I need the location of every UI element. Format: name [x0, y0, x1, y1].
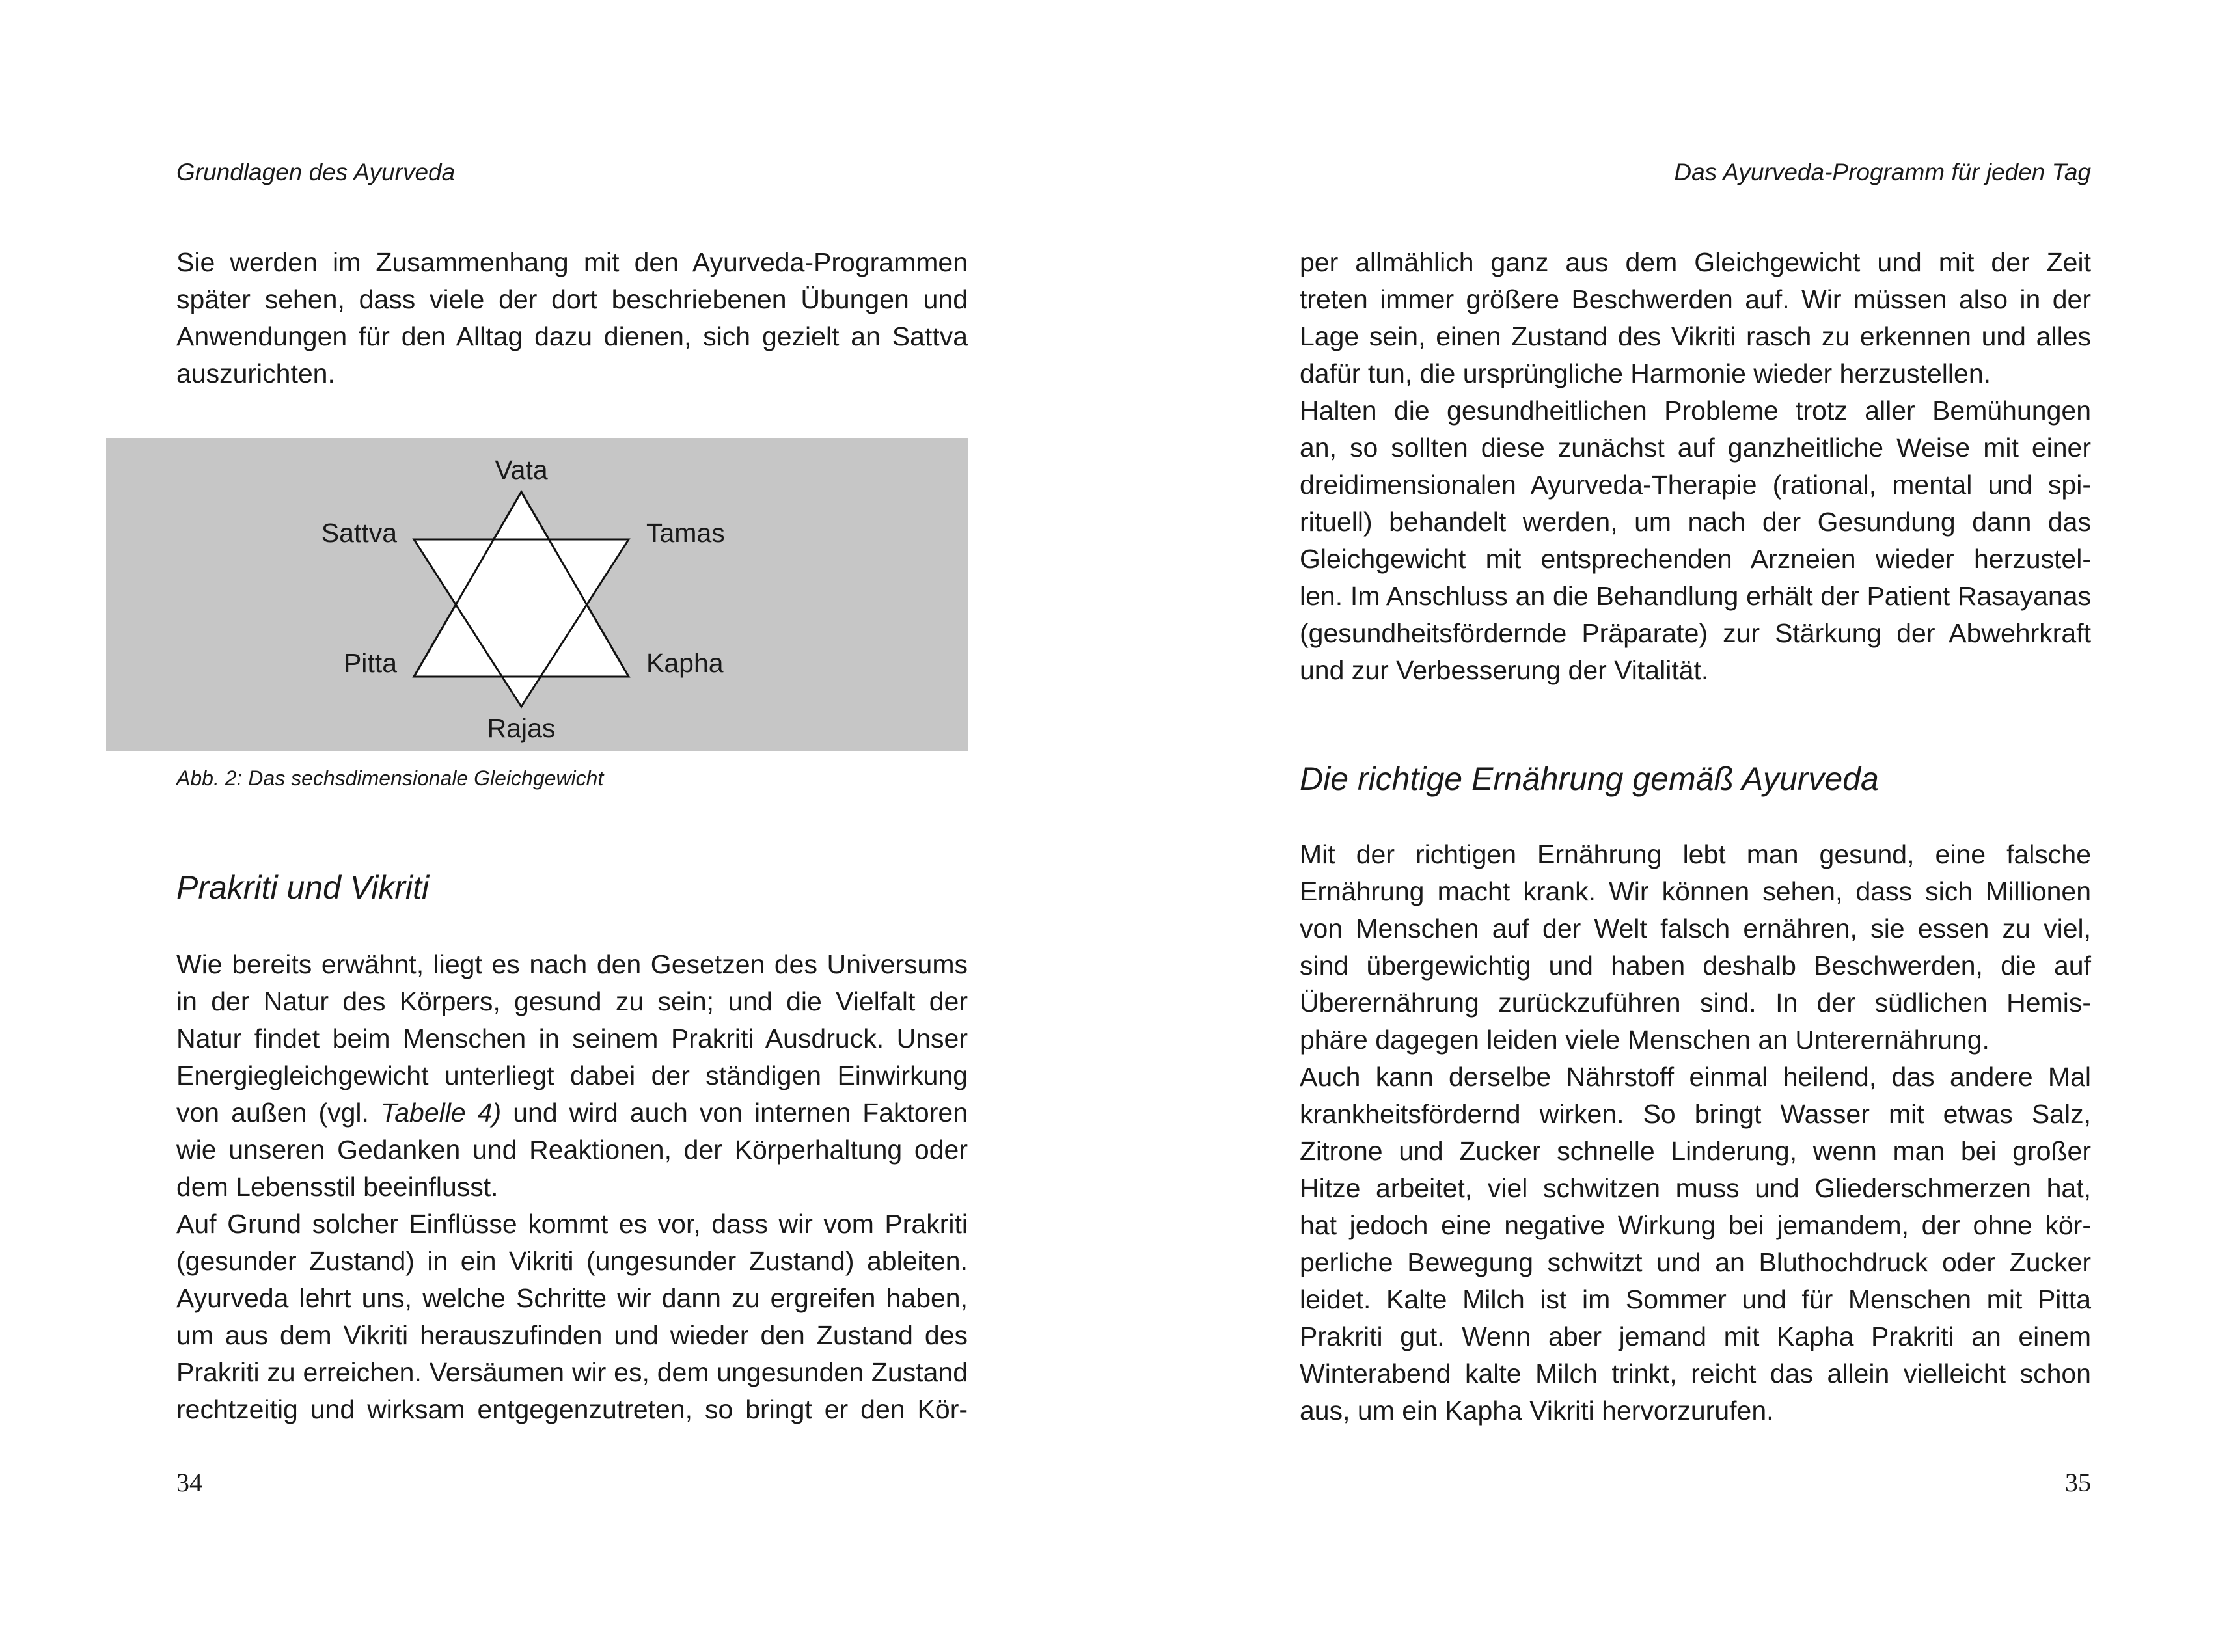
text-line: in der Natur des Körpers, gesund zu sein; und die Vielfalt der: [176, 986, 968, 1016]
label-tamas: Tamas: [646, 518, 725, 548]
text-line: an, so sollten diese zunächst auf ganzheitliche Weise mit einer: [1300, 433, 2091, 463]
text-line: Sie werden im Zusammenhang mit den Ayurveda-Programmen: [176, 247, 968, 277]
left-paragraph-2: [176, 1206, 968, 1428]
left-running-header: Grundlagen des Ayurveda: [176, 159, 456, 185]
figure-caption: Abb. 2: Das sechsdimensionale Gleichgewicht: [176, 766, 604, 790]
text-line: Lage sein, einen Zustand des Vikriti rasch zu erkennen und alles: [1300, 321, 2091, 351]
text-line: perliche Bewegung schwitzt und an Bluthochdruck oder Zucker: [1300, 1247, 2091, 1277]
label-sattva: Sattva: [321, 518, 397, 548]
text-line: und zur Verbesserung der Vitalität.: [1300, 655, 1709, 685]
right-paragraph-4: [1300, 1059, 2091, 1429]
text-line: Halten die gesundheitlichen Probleme trotz aller Bemühungen: [1300, 396, 2091, 426]
text-line: Prakriti zu erreichen. Versäumen wir es, dem ungesunden Zustand: [176, 1357, 968, 1387]
text-line: hat jedoch eine negative Wirkung bei jemandem, der ohne kör-: [1300, 1210, 2091, 1240]
text-line: per allmählich ganz aus dem Gleichgewicht und mit der Zeit: [1300, 247, 2091, 277]
text-line: von außen (vgl. Tabelle 4) und wird auch von internen Faktoren: [176, 1098, 968, 1128]
text-line: len. Im Anschluss an die Behandlung erhält der Patient Rasayanas: [1300, 581, 2091, 611]
label-pitta: Pitta: [343, 648, 397, 678]
text-line: treten immer größere Beschwerden auf. Wir müssen also in der: [1300, 284, 2091, 314]
text-line: dafür tun, die ursprüngliche Harmonie wieder herzustellen.: [1300, 359, 1991, 388]
text-line: dem Lebensstil beeinflusst.: [176, 1172, 499, 1202]
text-line: rituell) behandelt werden, um nach der Gesundung dann das: [1300, 507, 2091, 537]
text-line: von Menschen auf der Welt falsch ernähren, sie essen zu viel,: [1300, 914, 2091, 943]
text-line: aus, um ein Kapha Vikriti hervorzurufen.: [1300, 1396, 1774, 1426]
text-line: Prakriti gut. Wenn aber jemand mit Kapha Prakriti an einem: [1300, 1321, 2091, 1351]
text-line: Wie bereits erwähnt, liegt es nach den Gesetzen des Universums: [176, 949, 968, 979]
text-line: Überernährung zurückzuführen sind. In der südlichen Hemis-: [1300, 988, 2091, 1018]
text-line: krankheitsfördernd wirken. So bringt Wasser mit etwas Salz,: [1300, 1099, 2091, 1129]
text-line: Auch kann derselbe Nährstoff einmal heilend, das andere Mal: [1300, 1062, 2091, 1092]
right-paragraph-3: [1300, 836, 2091, 1059]
text-line: dreidimensionalen Ayurveda-Therapie (rational, mental und spi-: [1300, 470, 2091, 500]
label-rajas: Rajas: [487, 713, 556, 743]
text-line: sind übergewichtig und haben deshalb Beschwerden, die auf: [1300, 951, 2091, 981]
right-running-header: Das Ayurveda-Programm für jeden Tag: [1674, 159, 2091, 185]
table-reference: Tabelle 4): [380, 1098, 502, 1128]
six-dimensional-balance-figure: [106, 438, 968, 751]
left-intro-paragraph: [176, 244, 968, 392]
text-line: rechtzeitig und wirksam entgegenzutreten, so bringt er den Kör-: [176, 1394, 968, 1424]
section-heading-ernaehrung: Die richtige Ernährung gemäß Ayurveda: [1300, 761, 1879, 797]
text-line: Mit der richtigen Ernährung lebt man gesund, eine falsche: [1300, 839, 2091, 869]
section-heading-prakriti: Prakriti und Vikriti: [176, 869, 430, 906]
right-paragraph-1: [1300, 244, 2091, 392]
text-line: um aus dem Vikriti herauszufinden und wieder den Zustand des: [176, 1320, 968, 1350]
page-number-left: 34: [176, 1468, 202, 1497]
text-line: Natur findet beim Menschen in seinem Prakriti Ausdruck. Unser: [176, 1023, 968, 1053]
hexagram-diagram: [106, 438, 968, 751]
text-line: Gleichgewicht mit entsprechenden Arzneien wieder herzustel-: [1300, 544, 2091, 574]
text-line: phäre dagegen leiden viele Menschen an Unterernährung.: [1300, 1025, 1990, 1055]
page-number-right: 35: [2065, 1468, 2091, 1497]
text-line: Auf Grund solcher Einflüsse kommt es vor, dass wir vom Prakriti: [176, 1209, 968, 1239]
text-line: Ernährung macht krank. Wir können sehen, dass sich Millionen: [1300, 876, 2091, 906]
text-line: Hitze arbeitet, viel schwitzen muss und Gliederschmerzen hat,: [1300, 1173, 2091, 1203]
label-vata: Vata: [495, 455, 548, 485]
text-line: Energiegleichgewicht unterliegt dabei der ständigen Einwirkung: [176, 1061, 968, 1090]
text-line: (gesundheitsfördernde Präparate) zur Stärkung der Abwehrkraft: [1300, 618, 2091, 648]
left-paragraph-1: [176, 946, 968, 1206]
text-line: Ayurveda lehrt uns, welche Schritte wir dann zu ergreifen haben,: [176, 1283, 968, 1313]
text-line: wie unseren Gedanken und Reaktionen, der Körperhaltung oder: [176, 1135, 968, 1165]
right-paragraph-2: [1300, 392, 2091, 689]
text-line: leidet. Kalte Milch ist im Sommer und für Menschen mit Pitta: [1300, 1284, 2091, 1314]
text-line: Anwendungen für den Alltag dazu dienen, sich gezielt an Sattva: [176, 321, 968, 351]
text-line: Zitrone und Zucker schnelle Linderung, wenn man bei großer: [1300, 1136, 2091, 1166]
text-line: (gesunder Zustand) in ein Vikriti (ungesunder Zustand) ableiten.: [176, 1246, 968, 1276]
label-kapha: Kapha: [646, 648, 724, 678]
text-line: später sehen, dass viele der dort beschriebenen Übungen und: [176, 284, 968, 314]
text-line: auszurichten.: [176, 359, 335, 388]
text-line: Winterabend kalte Milch trinkt, reicht das allein vielleicht schon: [1300, 1359, 2091, 1388]
